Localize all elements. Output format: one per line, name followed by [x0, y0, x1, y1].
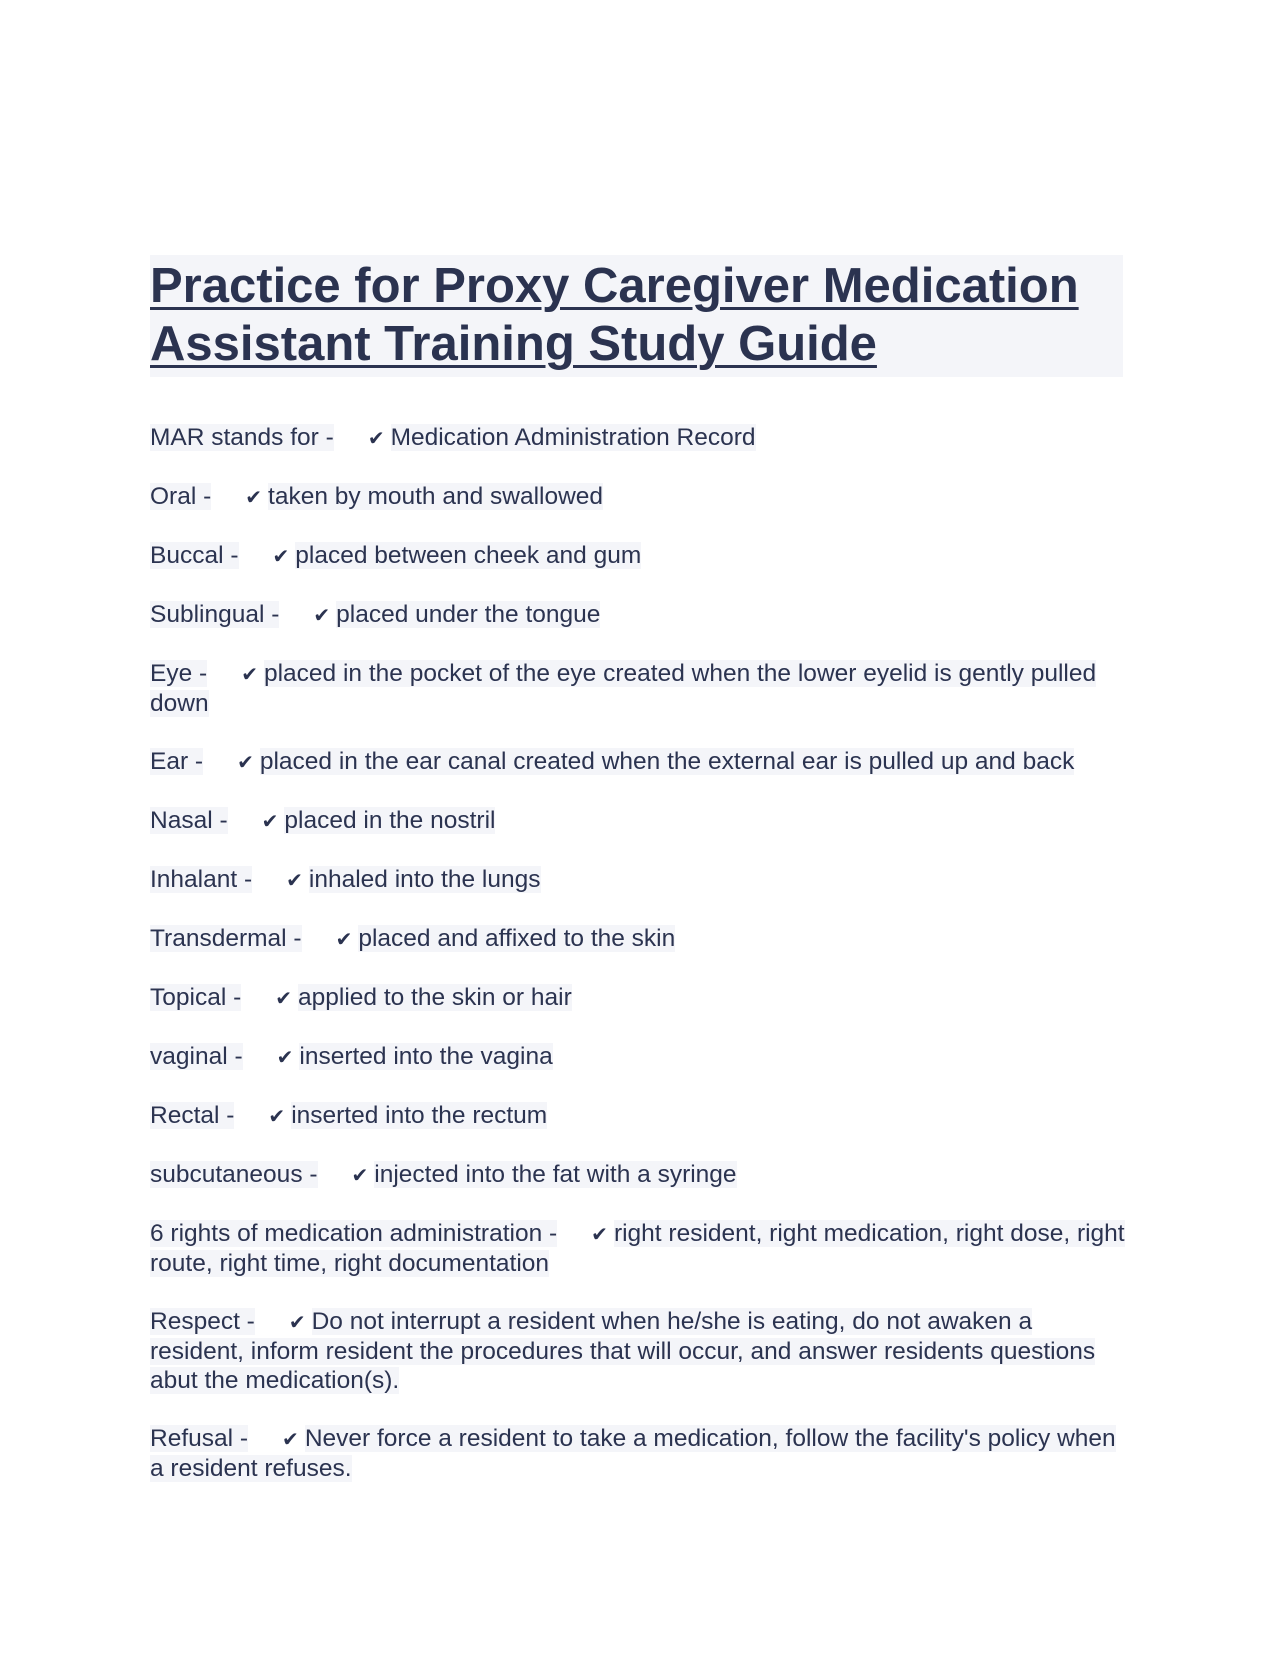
check-icon: ✔ [275, 986, 292, 1010]
definition: inserted into the vagina [299, 1043, 553, 1070]
definition: injected into the fat with a syringe [374, 1161, 737, 1188]
term: Topical - [150, 984, 242, 1011]
term: MAR stands for - [150, 424, 334, 451]
definition: Do not interrupt a resident when he/she is eating, do not awaken a resident, inform resident the procedures that will occur, and answer residents questions abut the medication(s). [150, 1308, 1096, 1394]
term: vaginal - [150, 1043, 243, 1070]
check-icon: ✔ [313, 603, 331, 627]
flashcard-entry [150, 983, 1130, 1013]
flashcard-entry [150, 1424, 1130, 1483]
check-icon: ✔ [261, 809, 279, 833]
check-icon: ✔ [268, 1104, 286, 1128]
definition: inhaled into the lungs [308, 866, 541, 893]
flashcard-entry [150, 659, 1130, 718]
definition: placed in the nostril [284, 807, 496, 834]
check-icon: ✔ [237, 750, 254, 774]
term: Nasal - [150, 807, 228, 834]
term: Oral - [150, 483, 212, 510]
flashcard-entry [150, 482, 1130, 512]
flashcard-list [150, 423, 1130, 1512]
check-icon: ✔ [591, 1222, 608, 1246]
check-icon: ✔ [282, 1427, 299, 1451]
definition: right resident, right medication, right dose, right route, right time, right documentation [150, 1220, 1125, 1277]
term: Sublingual - [150, 601, 280, 628]
check-icon: ✔ [286, 868, 303, 892]
flashcard-entry [150, 924, 1130, 954]
definition: applied to the skin or hair [298, 984, 572, 1011]
term: Buccal - [150, 542, 239, 569]
page-title [150, 255, 1123, 377]
term: Respect - [150, 1308, 255, 1335]
term: Transdermal - [150, 925, 302, 952]
check-icon: ✔ [335, 927, 353, 951]
check-icon: ✔ [351, 1163, 369, 1187]
check-icon: ✔ [288, 1310, 306, 1334]
definition: Never force a resident to take a medication, follow the facility's policy when a resident refuses. [150, 1425, 1116, 1482]
definition: placed in the ear canal created when the external ear is pulled up and back [259, 748, 1075, 775]
definition: placed between cheek and gum [295, 542, 642, 569]
check-icon: ✔ [367, 426, 385, 450]
term: 6 rights of medication administration - [150, 1220, 558, 1247]
definition: inserted into the rectum [291, 1102, 548, 1129]
check-icon: ✔ [245, 485, 263, 509]
flashcard-entry [150, 747, 1130, 777]
flashcard-entry [150, 865, 1130, 895]
definition: placed and affixed to the skin [358, 925, 676, 952]
term: Eye - [150, 660, 208, 687]
page-title-text: Practice for Proxy Caregiver Medication Assistant Training Study Guide [150, 259, 1079, 371]
flashcard-entry [150, 423, 1130, 453]
flashcard-entry [150, 1307, 1130, 1395]
check-icon: ✔ [241, 662, 258, 686]
flashcard-entry [150, 1219, 1130, 1278]
flashcard-entry [150, 806, 1130, 836]
term: subcutaneous - [150, 1161, 318, 1188]
flashcard-entry [150, 541, 1130, 571]
definition: taken by mouth and swallowed [268, 483, 604, 510]
term: Rectal - [150, 1102, 235, 1129]
flashcard-entry [150, 600, 1130, 630]
flashcard-entry [150, 1101, 1130, 1131]
definition: placed under the tongue [336, 601, 601, 628]
flashcard-entry [150, 1042, 1130, 1072]
definition: placed in the pocket of the eye created when the lower eyelid is gently pulled down [150, 660, 1097, 717]
term: Ear - [150, 748, 204, 775]
definition: Medication Administration Record [390, 424, 756, 451]
term: Inhalant - [150, 866, 253, 893]
term: Refusal - [150, 1425, 249, 1452]
flashcard-entry [150, 1160, 1130, 1190]
check-icon: ✔ [276, 1045, 294, 1069]
check-icon: ✔ [272, 544, 290, 568]
